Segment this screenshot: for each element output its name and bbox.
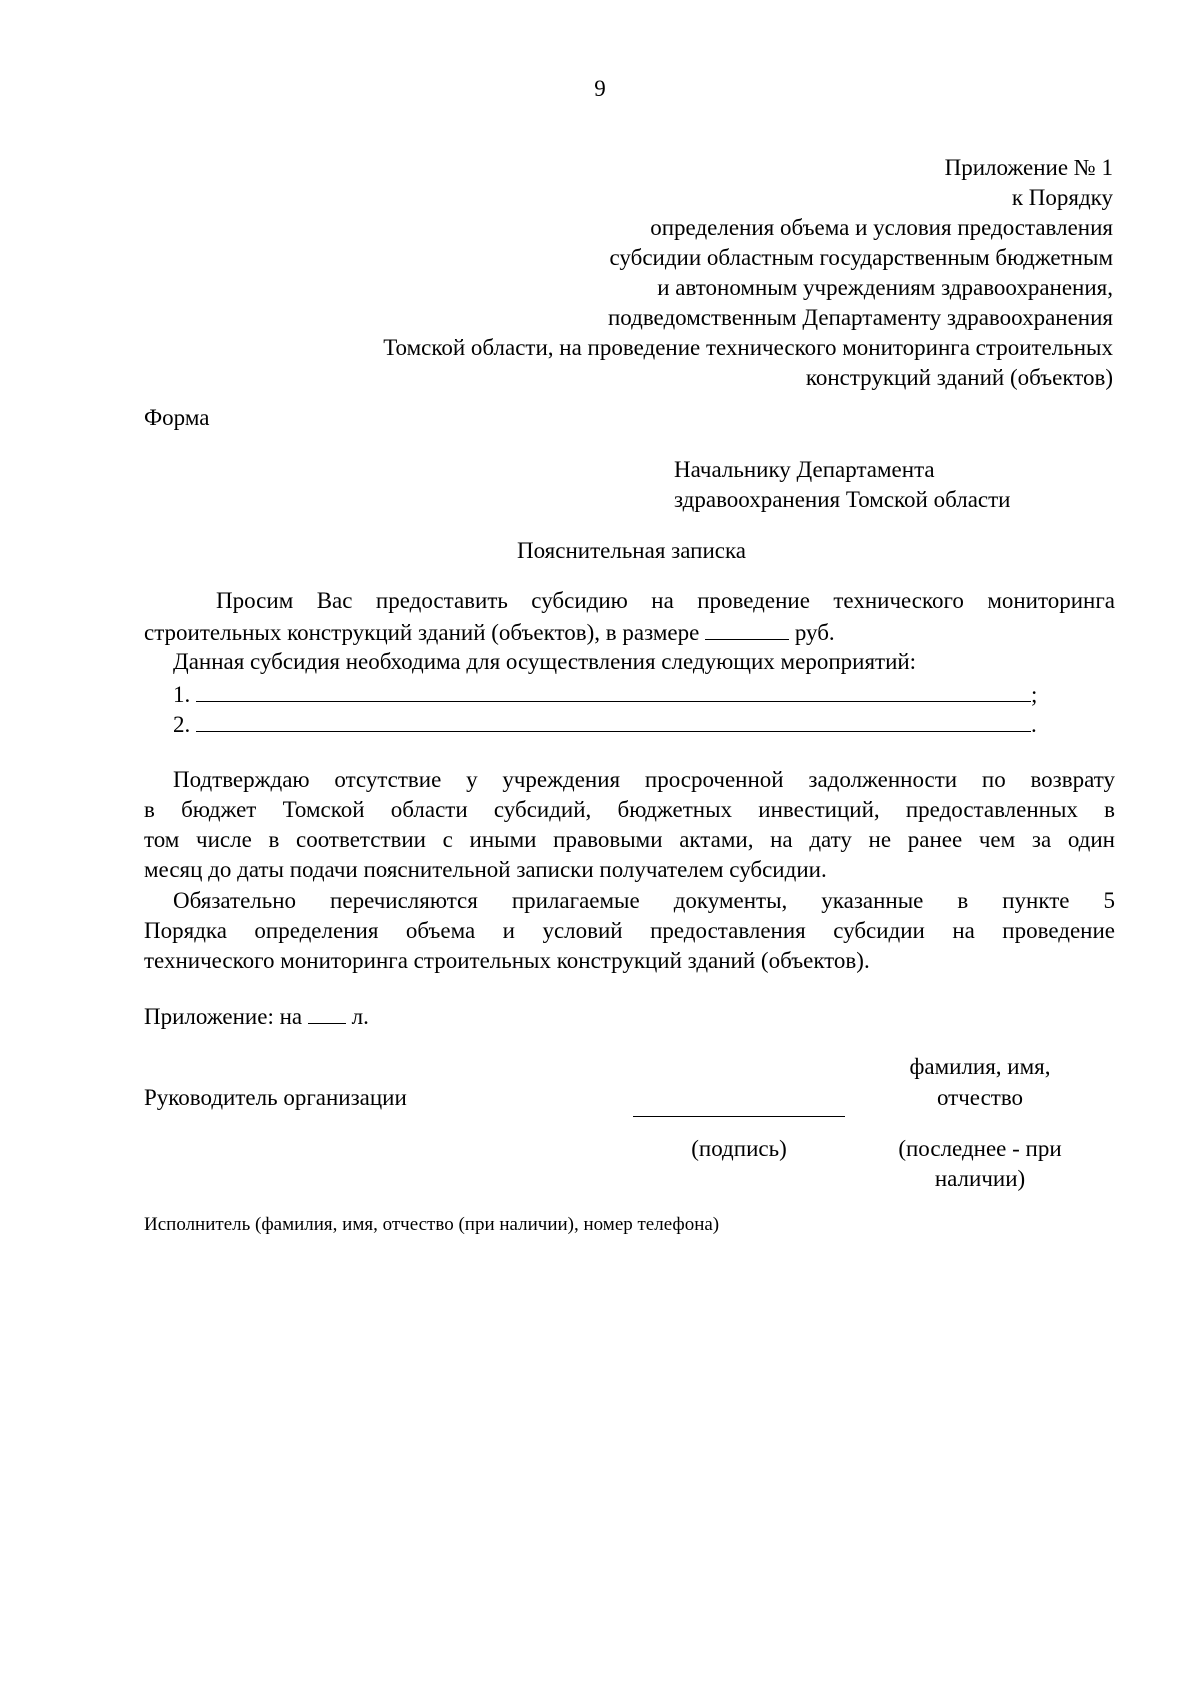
measure-item-2 <box>173 708 1037 740</box>
paragraph-line: том числе в соответствии с иными правовыми актами, на дату не ранее чем за один <box>144 827 1115 852</box>
amount-blank <box>705 616 789 640</box>
item-number: 1. <box>173 682 191 707</box>
paragraph-line: в бюджет Томской области субсидий, бюджетных инвестиций, предоставленных в <box>144 797 1115 822</box>
header-line: подведомственным Департаменту здравоохранения <box>607 305 1113 330</box>
fio-note: (последнее - при <box>898 1136 1062 1161</box>
header-line: субсидии областным государственным бюджетным <box>609 245 1113 270</box>
attachment-blank <box>308 1000 346 1024</box>
signature-line <box>633 1116 845 1117</box>
item-number: 2. <box>173 712 191 737</box>
paragraph-line: Обязательно перечисляются прилагаемые документы, указанные в пункте 5 <box>173 888 1115 913</box>
paragraph-line: Просим Вас предоставить субсидию на проведение технического мониторинга <box>216 588 1115 613</box>
form-label: Форма <box>144 405 210 430</box>
header-line: конструкций зданий (объектов) <box>805 365 1113 390</box>
measure-item-1 <box>173 678 1037 710</box>
executor-note: Исполнитель (фамилия, имя, отчество (при наличии), номер телефона) <box>144 1214 720 1235</box>
amount-prefix: строительных конструкций зданий (объектов), в размере <box>144 620 700 645</box>
item-blank <box>196 678 1031 702</box>
paragraph-line: Порядка определения объема и условий предоставления субсидии на проведение <box>144 918 1115 943</box>
addressee-line: здравоохранения Томской области <box>674 487 1011 512</box>
head-label: Руководитель организации <box>144 1085 407 1110</box>
paragraph-line: технического мониторинга строительных конструкций зданий (объектов). <box>144 948 870 973</box>
fio-caption: фамилия, имя, <box>909 1054 1051 1079</box>
page-number: 9 <box>594 76 606 101</box>
header-line: Томской области, на проведение технического мониторинга строительных <box>383 335 1113 360</box>
paragraph-line: Подтверждаю отсутствие у учреждения просроченной задолженности по возврату <box>173 767 1115 792</box>
item-end: ; <box>1031 682 1038 707</box>
attachment-line <box>144 1000 369 1032</box>
paragraph-line <box>144 616 835 648</box>
header-line: определения объема и условия предоставления <box>650 215 1113 240</box>
paragraph-line: Данная субсидия необходима для осуществления следующих мероприятий: <box>173 649 917 674</box>
header-line: к Порядку <box>1011 185 1113 210</box>
document-title: Пояснительная записка <box>517 538 747 563</box>
fio-caption: отчество <box>936 1085 1024 1110</box>
header-line: Приложение № 1 <box>944 155 1113 180</box>
item-blank <box>196 708 1031 732</box>
attachment-suffix: л. <box>351 1004 369 1029</box>
addressee-line: Начальнику Департамента <box>674 457 935 482</box>
fio-note: наличии) <box>934 1166 1026 1191</box>
header-line: и автономным учреждениям здравоохранения, <box>657 275 1113 300</box>
attachment-prefix: Приложение: на <box>144 1004 303 1029</box>
signature-caption: (подпись) <box>691 1136 787 1161</box>
amount-suffix: руб. <box>794 620 835 645</box>
paragraph-line: месяц до даты подачи пояснительной записки получателем субсидии. <box>144 857 827 882</box>
item-end: . <box>1031 712 1037 737</box>
